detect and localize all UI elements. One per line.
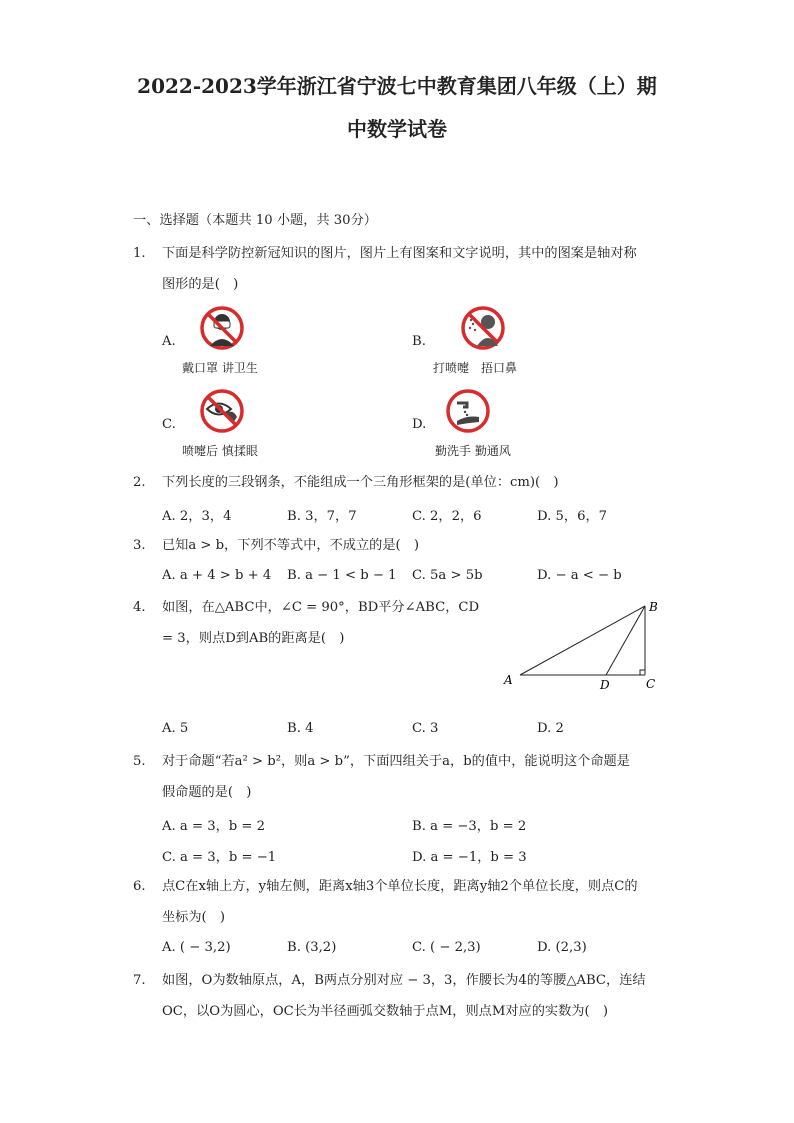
label-a: A [504,673,513,687]
label-d: D [600,678,610,692]
q1-stem-line1: 下面是科学防控新冠知识的图片，图片上有图案和文字说明，其中的图案是轴对称 [162,246,637,261]
q2-option-b: B. 3，7，7 [287,509,357,524]
q2-number: 2. [133,475,146,490]
q1-stem-line2: 图形的是( ) [162,277,239,292]
q1-option-d-caption: 勤洗手 勤通风 [435,444,511,458]
q5-option-b: B. a = −3，b = 2 [412,819,527,834]
q4-stem-line1: 如图，在△ABC中，∠C = 90°，BD平分∠ABC，CD [162,600,480,615]
q2-option-d: D. 5，6，7 [537,509,608,524]
q3-number: 3. [133,538,146,553]
q5-option-c: C. a = 3，b = −1 [162,850,277,865]
q2-stem: 下列长度的三段钢条，不能组成一个三角形框架的是(单位：cm)( ) [162,475,559,490]
q6-option-c: C. ( − 2,3) [412,940,481,955]
q6-option-d: D. (2,3) [537,940,587,955]
q3-option-b: B. a − 1 < b − 1 [287,568,397,583]
mask-face-icon [197,306,247,356]
q1-option-a-letter: A. [162,334,176,349]
q3-option-c: C. 5a > 5b [412,568,483,583]
sneeze-icon [458,306,508,356]
q1-option-c-letter: C. [162,417,176,432]
eye-icon [197,389,247,439]
q5-stem-line1: 对于命题“若a² > b²，则a > b”，下面四组关于a，b的值中，能说明这个命题是 [162,754,630,769]
q6-option-b: B. (3,2) [287,940,337,955]
q1-number: 1. [133,246,146,261]
q2-option-c: C. 2，2，6 [412,509,482,524]
q1-option-a-caption: 戴口罩 讲卫生 [182,361,258,375]
hand-wash-icon [443,389,493,439]
q7-stem-line2: OC，以O为圆心，OC长为半径画弧交数轴于点M，则点M对应的实数为( ) [162,1004,608,1019]
q1-option-c-caption: 喷嚏后 慎揉眼 [182,444,258,458]
q4-option-b: B. 4 [287,721,314,736]
q4-option-a: A. 5 [162,721,189,736]
label-c: C [646,677,656,691]
q1-option-b-caption: 打喷嚏 捂口鼻 [433,361,518,375]
exam-title-line1: 2022-2023学年浙江省宁波七中教育集团八年级（上）期 [137,74,657,98]
q5-number: 5. [133,754,146,769]
q4-stem-line2: = 3，则点D到AB的距离是( ) [162,631,345,646]
q1-option-b-letter: B. [412,334,426,349]
exam-title-line2: 中数学试卷 [347,117,447,141]
q5-stem-line2: 假命题的是( ) [162,785,252,800]
q4-option-c: C. 3 [412,721,439,736]
q6-stem-line1: 点C在x轴上方，y轴左侧，距离x轴3个单位长度，距离y轴2个单位长度，则点C的 [162,879,638,894]
q6-number: 6. [133,879,146,894]
q7-number: 7. [133,973,146,988]
label-b: B [649,600,658,614]
q7-stem-line1: 如图，O为数轴原点，A，B两点分别对应 − 3，3，作腰长为4的等腰△ABC，连结 [162,973,646,988]
q1-option-d-letter: D. [412,417,427,432]
q3-option-a: A. a + 4 > b + 4 [162,568,272,583]
q2-option-a: A. 2，3，4 [162,509,232,524]
q3-stem: 已知a > b，下列不等式中，不成立的是( ) [162,538,420,553]
q3-option-d: D. − a < − b [537,568,622,583]
q6-option-a: A. ( − 3,2) [162,940,231,955]
q6-stem-line2: 坐标为( ) [162,910,226,925]
q4-number: 4. [133,600,146,615]
section-heading: 一、选择题（本题共 10 小题，共 30分） [133,213,377,228]
q5-option-a: A. a = 3，b = 2 [162,819,266,834]
q4-option-d: D. 2 [537,721,564,736]
q5-option-d: D. a = −1，b = 3 [412,850,527,865]
triangle-figure [498,596,668,692]
